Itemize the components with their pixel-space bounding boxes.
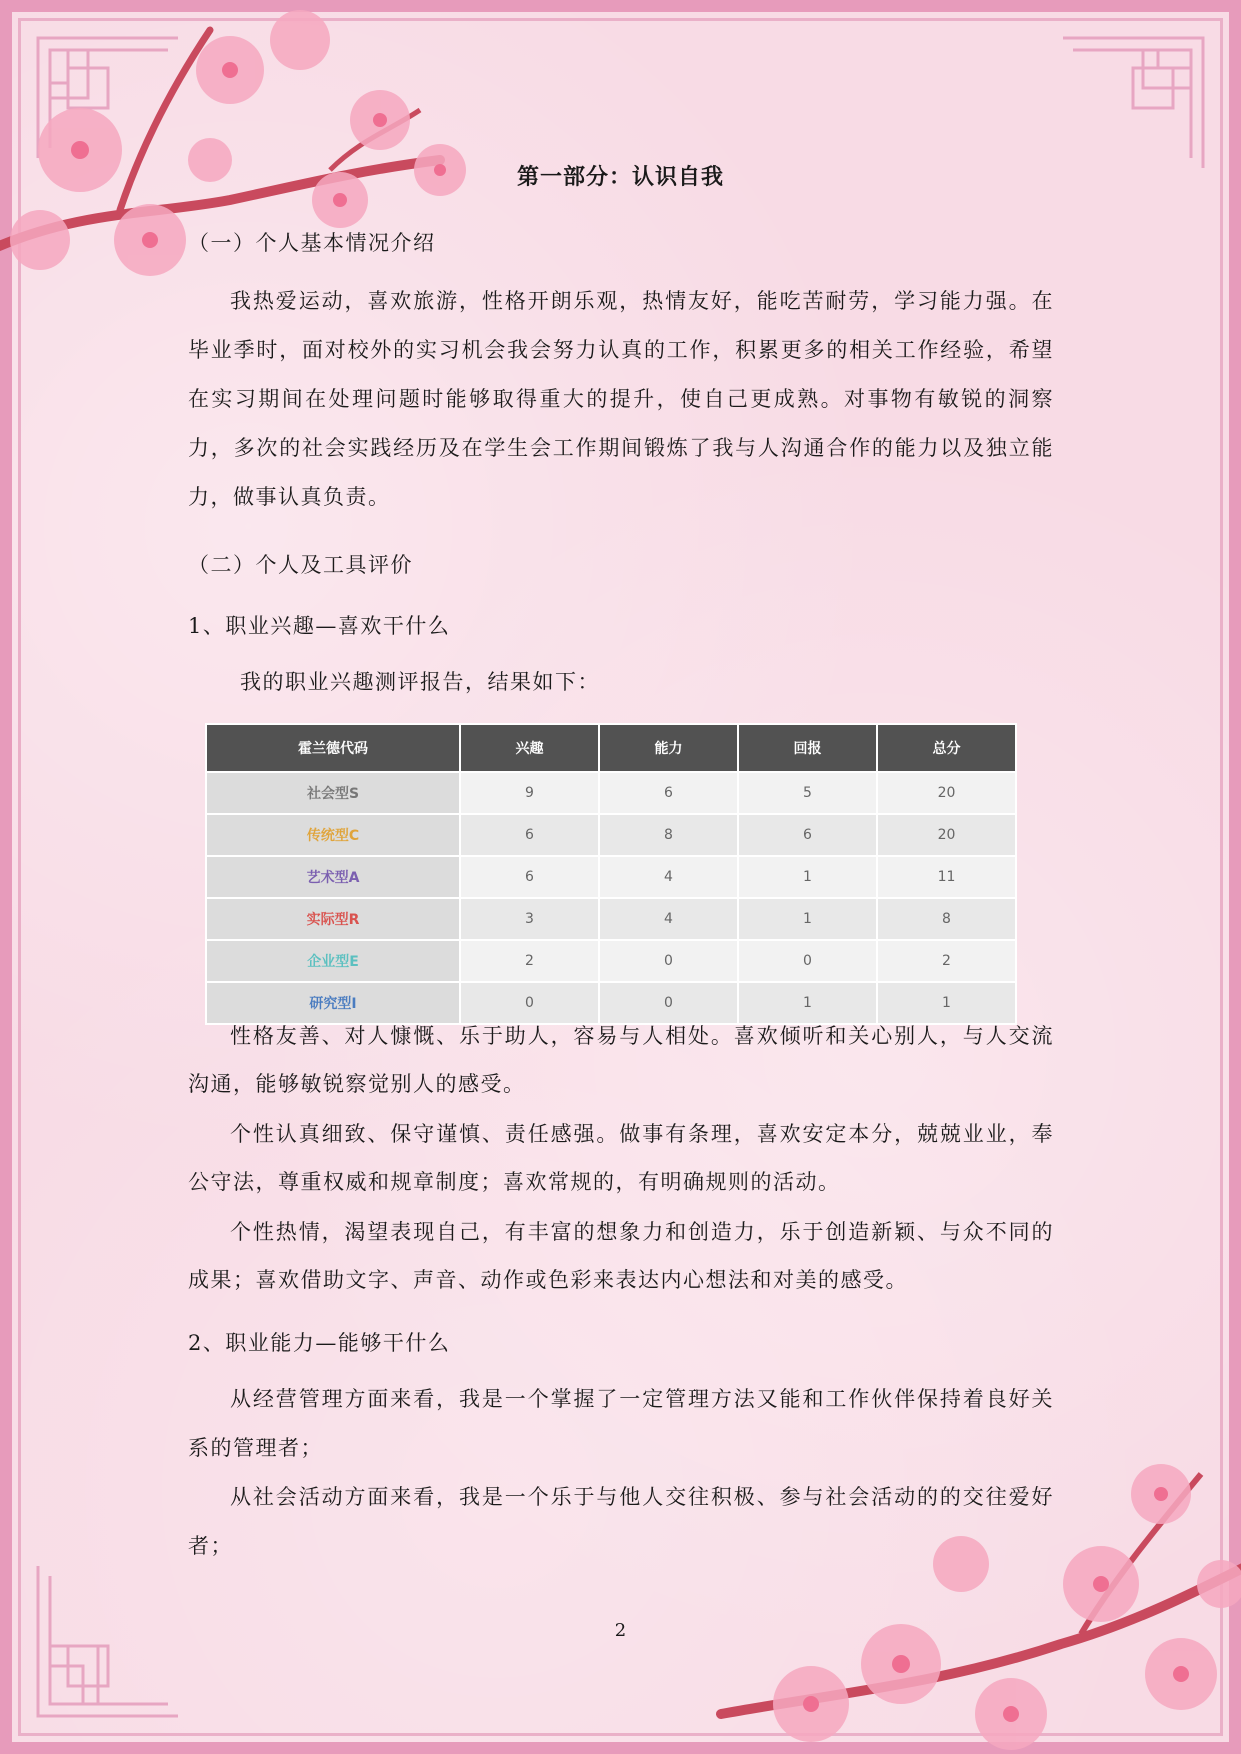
- lattice-corner-top-right: [1053, 28, 1213, 178]
- table-row: [207, 857, 1015, 897]
- career-interest-intro: 我的职业兴趣测评报告，结果如下：: [240, 670, 600, 694]
- score-cell: 8: [878, 899, 1015, 939]
- holland-type-cell: 研究型I: [207, 983, 459, 1023]
- social-type-paragraph: 性格友善、对人慷慨、乐于助人，容易与人相处。喜欢倾听和关心别人，与人交流沟通，能够敏锐察觉别人的感受。: [188, 1024, 1054, 1096]
- score-cell: 2: [878, 941, 1015, 981]
- score-cell: 9: [461, 773, 598, 813]
- section-heading-basic-info: （一）个人基本情况介绍: [188, 231, 436, 255]
- score-cell: 0: [600, 983, 737, 1023]
- table-row: [207, 899, 1015, 939]
- table-row: [207, 941, 1015, 981]
- score-cell: 0: [739, 941, 876, 981]
- item-heading-career-interest: 1、职业兴趣—喜欢干什么: [188, 614, 451, 638]
- header-total: 总分: [878, 725, 1015, 771]
- table-row: [207, 815, 1015, 855]
- score-cell: 6: [600, 773, 737, 813]
- score-cell: 1: [878, 983, 1015, 1023]
- management-ability-paragraph: 从经营管理方面来看，我是一个掌握了一定管理方法又能和工作伙伴保持着良好关系的管理者；: [188, 1387, 1054, 1460]
- section-heading-evaluation: （二）个人及工具评价: [188, 553, 413, 577]
- table-header-row: [207, 725, 1015, 771]
- score-cell: 4: [600, 899, 737, 939]
- score-cell: 5: [739, 773, 876, 813]
- score-cell: 3: [461, 899, 598, 939]
- holland-type-cell: 实际型R: [207, 899, 459, 939]
- score-cell: 8: [600, 815, 737, 855]
- holland-type-cell: 社会型S: [207, 773, 459, 813]
- score-cell: 0: [461, 983, 598, 1023]
- score-cell: 1: [739, 899, 876, 939]
- conventional-type-paragraph: 个性认真细致、保守谨慎、责任感强。做事有条理，喜欢安定本分，兢兢业业，奉公守法，尊重权威和规章制度；喜欢常规的，有明确规则的活动。: [188, 1122, 1054, 1194]
- score-cell: 4: [600, 857, 737, 897]
- score-cell: 6: [461, 857, 598, 897]
- score-cell: 0: [600, 941, 737, 981]
- score-cell: 1: [739, 857, 876, 897]
- header-interest: 兴趣: [461, 725, 598, 771]
- holland-code-table: [205, 723, 1017, 1025]
- score-cell: 20: [878, 815, 1015, 855]
- score-cell: 20: [878, 773, 1015, 813]
- holland-type-cell: 企业型E: [207, 941, 459, 981]
- score-cell: 1: [739, 983, 876, 1023]
- basic-info-paragraph: 我热爱运动，喜欢旅游，性格开朗乐观，热情友好，能吃苦耐劳，学习能力强。在毕业季时，面对校外的实习机会我会努力认真的工作，积累更多的相关工作经验，希望在实习期间在处理问题时能够取得重大的提升，使自己更成熟。对事物有敏锐的洞察力，多次的社会实践经历及在学生会工作期间锻炼了我与人沟通合作的能力以及独立能力，做事认真负责。: [188, 289, 1054, 509]
- header-ability: 能力: [600, 725, 737, 771]
- table-row: [207, 773, 1015, 813]
- lattice-corner-bottom-left: [28, 1556, 188, 1726]
- header-reward: 回报: [739, 725, 876, 771]
- holland-type-cell: 艺术型A: [207, 857, 459, 897]
- item-heading-career-ability: 2、职业能力—能够干什么: [188, 1331, 451, 1355]
- page-title: 第一部分：认识自我: [516, 164, 724, 190]
- social-activity-paragraph: 从社会活动方面来看，我是一个乐于与他人交往积极、参与社会活动的的交往爱好者；: [188, 1485, 1054, 1558]
- score-cell: 11: [878, 857, 1015, 897]
- holland-type-cell: 传统型C: [207, 815, 459, 855]
- header-holland-code: 霍兰德代码: [207, 725, 459, 771]
- score-cell: 6: [739, 815, 876, 855]
- score-cell: 6: [461, 815, 598, 855]
- score-cell: 2: [461, 941, 598, 981]
- page-number: 2: [614, 1620, 627, 1641]
- artistic-type-paragraph: 个性热情，渴望表现自己，有丰富的想象力和创造力，乐于创造新颖、与众不同的成果；喜欢借助文字、声音、动作或色彩来表达内心想法和对美的感受。: [188, 1220, 1054, 1292]
